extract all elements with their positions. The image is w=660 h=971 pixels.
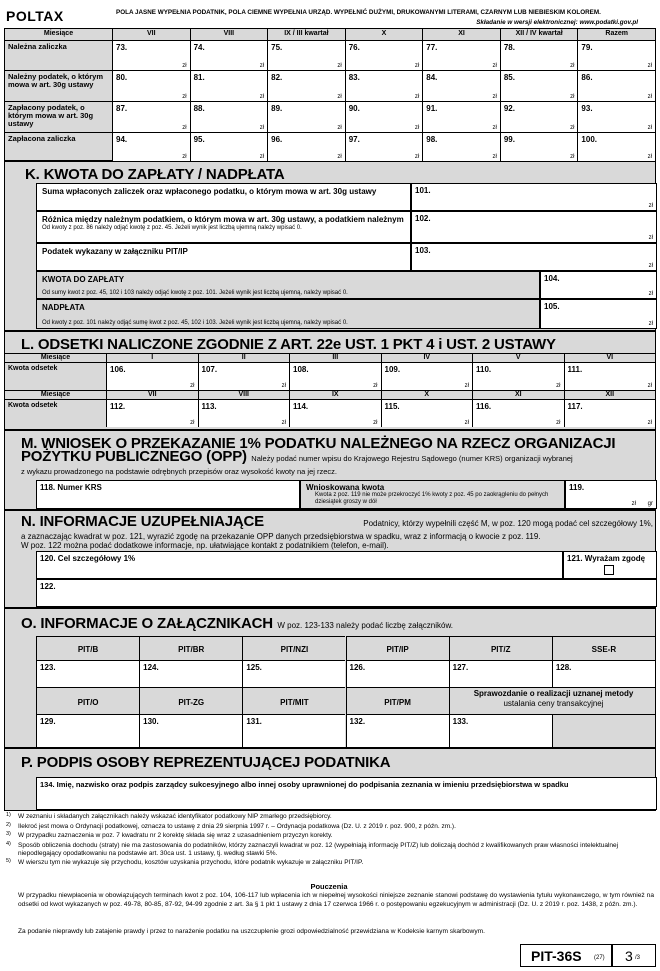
attachment-header: PIT/B <box>36 636 139 660</box>
column-header: Razem <box>577 29 655 40</box>
interest-amount-cell[interactable]: 108. zł <box>289 362 381 390</box>
field-103-input[interactable]: 103. zł <box>411 243 657 271</box>
footnotes <box>4 813 654 869</box>
field-104-label: KWOTA DO ZAPŁATY Od sumy kwot z poz. 45, 102 i 103 należy odjąć kwotę z poz. 101. Jeżeli wynik jest liczbą ujemną, należy wpisać 0. <box>36 271 540 299</box>
section-k-title: K. KWOTA DO ZAPŁATY / NADPŁATA <box>25 166 285 183</box>
attachment-count-field[interactable]: 127. <box>449 660 552 687</box>
row-label: Zapłacony podatek, o którym mowa w art. 30g ustawy <box>5 101 112 132</box>
pouczenia-text-2: Za podanie nieprawdy lub zatajenie prawdy i przez to narażenie podatku na uszczuplenie grozi odpowiedzialność przewidziana w Kodeksie karnym skarbowym. <box>18 928 485 935</box>
field-134-signature[interactable]: 134. Imię, nazwisko oraz podpis zarządcy sukcesyjnego albo innej osoby uprawnionej do podpisania zeznania w imieniu przedsiębiorstwa w spadku <box>36 777 657 810</box>
section-p <box>4 748 656 811</box>
amount-cell[interactable]: 76. zł <box>345 40 423 70</box>
interest-amount-cell[interactable]: 117. zł <box>564 399 656 427</box>
monthly-advances-table <box>4 28 656 161</box>
months-label: Miesiące <box>5 353 106 362</box>
months-label: Miesiące <box>5 390 106 399</box>
month-header: IV <box>381 353 473 362</box>
amount-cell[interactable]: 75. zł <box>267 40 345 70</box>
months-header: Miesiące <box>43 30 74 37</box>
row-label: Należny podatek, o którym mowa w art. 30g ustawy <box>5 70 112 101</box>
amount-cell[interactable]: 97. zł <box>345 132 423 161</box>
requested-amount-label: Wnioskowana kwota Kwota z poz. 119 nie może przekroczyć 1% kwoty z poz. 45 po zaokrągleniu do pełnych dziesiątek groszy w dół <box>300 480 565 509</box>
section-m <box>4 430 656 510</box>
amount-cell[interactable]: 85. zł <box>500 70 578 101</box>
interest-amount-cell[interactable]: 115. zł <box>381 399 473 427</box>
section-m-title-1: M. WNIOSEK O PRZEKAZANIE 1% PODATKU NALEŻNEGO NA RZECZ ORGANIZACJI <box>21 435 616 452</box>
section-n-description-3: W poz. 122 można podać dodatkowe informacje, np. ułatwiające kontakt z podatnikiem (telefon, e-mail). <box>21 541 389 550</box>
section-p-title: P. PODPIS OSOBY REPREZENTUJĄCEJ PODATNIKA <box>21 754 391 771</box>
footnote: 2) Ilekroć jest mowa o Ordynacji podatkowej, oznacza to ustawę z dnia 29 sierpnia 1997 r. – Ordynacja podatkowa (Dz. U. z 2019 r. poz. 900, z późn. zm.). <box>6 821 456 830</box>
amount-cell[interactable]: 74. zł <box>190 40 268 70</box>
amount-cell[interactable]: 83. zł <box>345 70 423 101</box>
amount-cell[interactable]: 93. zł <box>577 101 655 132</box>
footnote: 4) Sposób obliczenia dochodu (straty) nie ma zastosowania do podatników, którzy zaznaczyli kwadrat w poz. 12 (wypełniają informację PIT/Z) lub doliczają dochód z kwalifikowanych praw własności intelektualnej niepodlegający opodatkowaniu na podstawie art. 30ca ust. 1 ustawy, tj. według stawki 5%. <box>6 840 619 857</box>
month-header: III <box>289 353 381 362</box>
field-101-input[interactable]: 101. zł <box>411 183 657 211</box>
attachment-header: PIT/PM <box>346 687 449 714</box>
footnote: 3) W przypadku zaznaczenia w poz. 7 kwadratu nr 2 korektę składa się wraz z uzasadnieniem przyczyn korekty. <box>6 831 333 839</box>
interest-amount-cell[interactable]: 110. zł <box>472 362 564 390</box>
section-n-description-1: Podatnicy, którzy wypełnili część M, w poz. 120 mogą podać cel szczegółowy 1%, <box>363 519 653 528</box>
divider <box>36 636 37 747</box>
amount-cell[interactable]: 89. zł <box>267 101 345 132</box>
attachment-count-field[interactable]: 130. <box>139 714 242 747</box>
attachment-header: SSE-R <box>552 636 655 660</box>
interest-amount-label: Kwota odsetek <box>5 399 106 427</box>
attachment-header: PIT/BR <box>139 636 242 660</box>
amount-cell[interactable]: 88. zł <box>190 101 268 132</box>
section-l-title: L. ODSETKI NALICZONE ZGODNIE Z ART. 22e UST. 1 PKT 4 i UST. 2 USTAWY <box>21 336 556 353</box>
column-header: IX / III kwartał <box>267 29 345 40</box>
attachment-header: PIT/O <box>36 687 139 714</box>
amount-cell[interactable]: 95. zł <box>190 132 268 161</box>
footnote: 1) W zeznaniu i składanych załącznikach należy wskazać identyfikator podatkowy NIP zmarłego przedsiębiorcy. <box>6 812 332 820</box>
amount-cell[interactable]: 92. zł <box>500 101 578 132</box>
attachment-header: PIT/NZI <box>242 636 345 660</box>
footnote: 5) W wierszu tym nie wykazuje się przychodu, kosztów uzyskania przychodu, które podatnik wykazuje w załączniku PIT/IP. <box>6 858 364 866</box>
attachment-count-field[interactable]: 125. <box>242 660 345 687</box>
krs-number-field[interactable]: 118. Numer KRS <box>36 480 300 509</box>
empty-cell <box>552 714 655 747</box>
amount-cell[interactable]: 94. zł <box>112 132 190 161</box>
field-122-input[interactable]: 122. <box>36 579 657 607</box>
interest-amount-cell[interactable]: 111. zł <box>564 362 656 390</box>
month-header: VI <box>564 353 656 362</box>
column-header: VII <box>112 29 190 40</box>
attachment-count-field[interactable]: 129. <box>36 714 139 747</box>
field-101-label: Suma wpłaconych zaliczek oraz wpłaconego podatku, o którym mowa w art. 30g ustawy <box>36 183 411 211</box>
amount-cell[interactable]: 80. zł <box>112 70 190 101</box>
attachment-header: PIT-ZG <box>139 687 242 714</box>
month-header: IX <box>289 390 381 399</box>
attachment-header: PIT/Z <box>449 636 552 660</box>
amount-cell[interactable]: 86. zł <box>577 70 655 101</box>
interest-amount-cell[interactable]: 114. zł <box>289 399 381 427</box>
amount-cell[interactable]: 96. zł <box>267 132 345 161</box>
amount-cell[interactable]: 82. zł <box>267 70 345 101</box>
field-103-label: Podatek wykazany w załączniku PIT/IP <box>36 243 411 271</box>
consent-checkbox[interactable] <box>604 565 614 575</box>
attachment-header: PIT/MIT <box>242 687 345 714</box>
column-header: X <box>345 29 423 40</box>
attachment-count-field[interactable]: 128. <box>552 660 655 687</box>
interest-amount-cell[interactable]: 107. zł <box>198 362 290 390</box>
month-header: V <box>472 353 564 362</box>
field-105-label: NADPŁATA Od kwoty z poz. 101 należy odjąć sumę kwot z poz. 45, 102 i 103. Jeżeli wynik jest liczbą ujemną, należy wpisać 0. <box>36 299 540 329</box>
row-label: Należna zaliczka <box>5 40 112 70</box>
field-105-input[interactable]: 105. zł <box>540 299 657 329</box>
column-header: XI <box>422 29 500 40</box>
interest-amount-cell[interactable]: 106. zł <box>106 362 198 390</box>
transfer-pricing-report-label: Sprawozdanie o realizacji uznanej metody ustalania ceny transakcyjnej <box>473 689 634 708</box>
interest-amount-cell[interactable]: 109. zł <box>381 362 473 390</box>
field-104-input[interactable]: 104. zł <box>540 271 657 299</box>
section-l <box>4 331 656 430</box>
interest-amount-cell[interactable]: 112. zł <box>106 399 198 427</box>
interest-amount-cell[interactable]: 116. zł <box>472 399 564 427</box>
month-header: VIII <box>198 390 290 399</box>
amount-cell[interactable]: 84. zł <box>422 70 500 101</box>
section-n-description-2: a zaznaczając kwadrat w poz. 121, wyrazić zgodę na przekazanie OPP danych przedsiębiorstwa w spadku, wraz z informacją o kwocie z poz. 119. <box>21 532 541 541</box>
header-instructions: POLA JASNE WYPEŁNIA PODATNIK, POLA CIEMNE WYPEŁNIA URZĄD. WYPEŁNIĆ DUŻYMI, DRUKOWANYMI LITERAMI, CZARNYM LUB NIEBIESKIM KOLOREM. <box>116 9 601 16</box>
column-header: XII / IV kwartał <box>500 29 578 40</box>
amount-cell[interactable]: 87. zł <box>112 101 190 132</box>
amount-cell[interactable]: 100. zł <box>577 132 655 161</box>
form-code-box: PIT-36S (27) <box>520 944 612 967</box>
attachment-count-field[interactable]: 126. <box>346 660 449 687</box>
attachment-count-field[interactable]: 124. <box>139 660 242 687</box>
attachment-count-field[interactable]: 132. <box>346 714 449 747</box>
attachment-count-field[interactable]: 123. <box>36 660 139 687</box>
column-header: VIII <box>190 29 268 40</box>
attachment-count-field[interactable]: 133. <box>449 714 552 747</box>
section-m-description: Należy podać numer wpisu do Krajowego Rejestru Sądowego (numer KRS) organizacji wybranej <box>251 454 573 463</box>
consent-field-121: 121. Wyrażam zgodę <box>563 551 657 579</box>
month-header: X <box>381 390 473 399</box>
month-header: I <box>106 353 198 362</box>
interest-amount-label: Kwota odsetek <box>5 362 106 390</box>
field-102-input[interactable]: 102. zł <box>411 211 657 243</box>
attachment-header: PIT/IP <box>346 636 449 660</box>
row-label: Zapłacona zaliczka <box>5 132 112 161</box>
amount-cell[interactable]: 81. zł <box>190 70 268 101</box>
month-header: XII <box>564 390 656 399</box>
amount-cell[interactable]: 77. zł <box>422 40 500 70</box>
electronic-filing-note: Składanie w wersji elektronicznej: www.podatki.gov.pl <box>476 19 638 26</box>
field-102-label: Różnica między należnym podatkiem, o którym mowa w art. 30g ustawy, a podatkiem należnym Od kwoty z poz. 86 należy odjąć kwotę z poz. 45. Jeżeli wynik jest liczbą ujemną należy wpisać 0. <box>36 211 411 243</box>
amount-cell[interactable]: 90. zł <box>345 101 423 132</box>
section-m-title-2: POŻYTKU PUBLICZNEGO (OPP) <box>21 448 247 465</box>
field-120-input[interactable]: 120. Cel szczegółowy 1% <box>36 551 563 579</box>
section-m-description-2: z wykazu prowadzonego na podstawie odrębnych przepisów oraz wysokość kwoty na jej rzecz. <box>21 467 337 476</box>
pouczenia-text-1: W przypadku niewpłacenia w obowiązujących terminach kwot z poz. 104, 106-117 lub wpłacenia ich w niepełnej wysokości niniejsze zeznanie stanowi podstawę do wystawienia tytułu wykonawczego, w tym również na odsetki od kwot wykazanych w poz. 49-78, 80-85, 87-92, 94-99 zgodnie z art. 3a § 1 pkt 1 ustawy z dnia 17 czerwca 1966 r. o postępowaniu egzekucyjnym w administracji (Dz. U. z 2019 r. poz. 1438, z późn. zm.). <box>18 892 654 908</box>
section-o-description: W poz. 123-133 należy podać liczbę załączników. <box>277 621 453 630</box>
amount-cell[interactable]: 79. zł <box>577 40 655 70</box>
section-k <box>4 161 656 331</box>
section-o-title: O. INFORMACJE O ZAŁĄCZNIKACH <box>21 615 273 632</box>
month-header: VII <box>106 390 198 399</box>
pouczenia-title: Pouczenia <box>310 882 348 891</box>
attachment-count-field[interactable]: 131. <box>242 714 345 747</box>
amount-cell[interactable]: 91. zł <box>422 101 500 132</box>
amount-cell[interactable]: 99. zł <box>500 132 578 161</box>
section-n-title: N. INFORMACJE UZUPEŁNIAJĄCE <box>21 513 264 530</box>
month-header: XI <box>472 390 564 399</box>
page-number-box: 3 /3 <box>612 944 656 967</box>
month-header: II <box>198 353 290 362</box>
amount-cell[interactable]: 98. zł <box>422 132 500 161</box>
amount-cell[interactable]: 78. zł <box>500 40 578 70</box>
field-119-input[interactable]: 119. zł gr <box>565 480 657 509</box>
section-n <box>4 510 656 608</box>
section-o <box>4 608 656 748</box>
amount-cell[interactable]: 73. zł <box>112 40 190 70</box>
poltax-logo: POLTAX <box>6 8 64 24</box>
interest-amount-cell[interactable]: 113. zł <box>198 399 290 427</box>
